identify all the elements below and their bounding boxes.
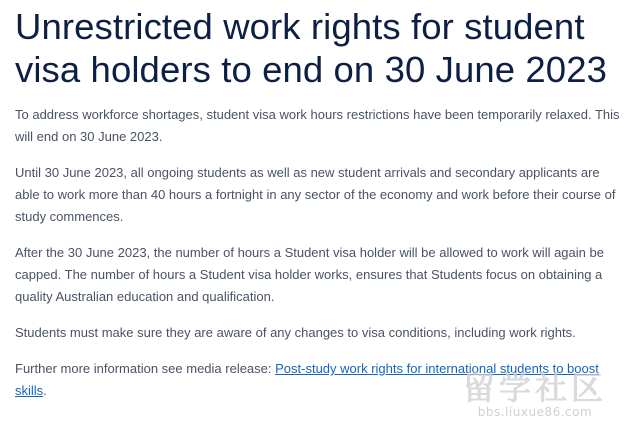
further-info-suffix: . xyxy=(43,383,47,398)
article xyxy=(15,0,625,402)
paragraph-after-date: After the 30 June 2023, the number of hours a Student visa holder will be allowed to work will again be capped. The number of hours a Student visa holder works, ensures that Students focus on obtaining a quality Australian education and qualification. xyxy=(15,245,604,304)
further-info-prefix: Further more information see media release: xyxy=(15,361,276,376)
paragraph-further-info xyxy=(15,358,625,402)
paragraph-intro: To address workforce shortages, student visa work hours restrictions have been temporarily relaxed. This will end on 30 June 2023. xyxy=(15,107,620,144)
paragraph-until-date: Until 30 June 2023, all ongoing students as well as new student arrivals and secondary applicants are able to work more than 40 hours a fortnight in any sector of the economy and work before their course of study commences. xyxy=(15,165,616,224)
media-release-link[interactable]: Post-study work rights for international students to boost skills xyxy=(15,361,599,398)
page-title: Unrestricted work rights for student visa holders to end on 30 June 2023 xyxy=(15,6,607,90)
paragraph-visa-conditions: Students must make sure they are aware of any changes to visa conditions, including work rights. xyxy=(15,325,576,340)
watermark-url: bbs.liuxue86.com xyxy=(477,405,593,419)
watermark-logo: 留学社区 xyxy=(462,369,607,407)
